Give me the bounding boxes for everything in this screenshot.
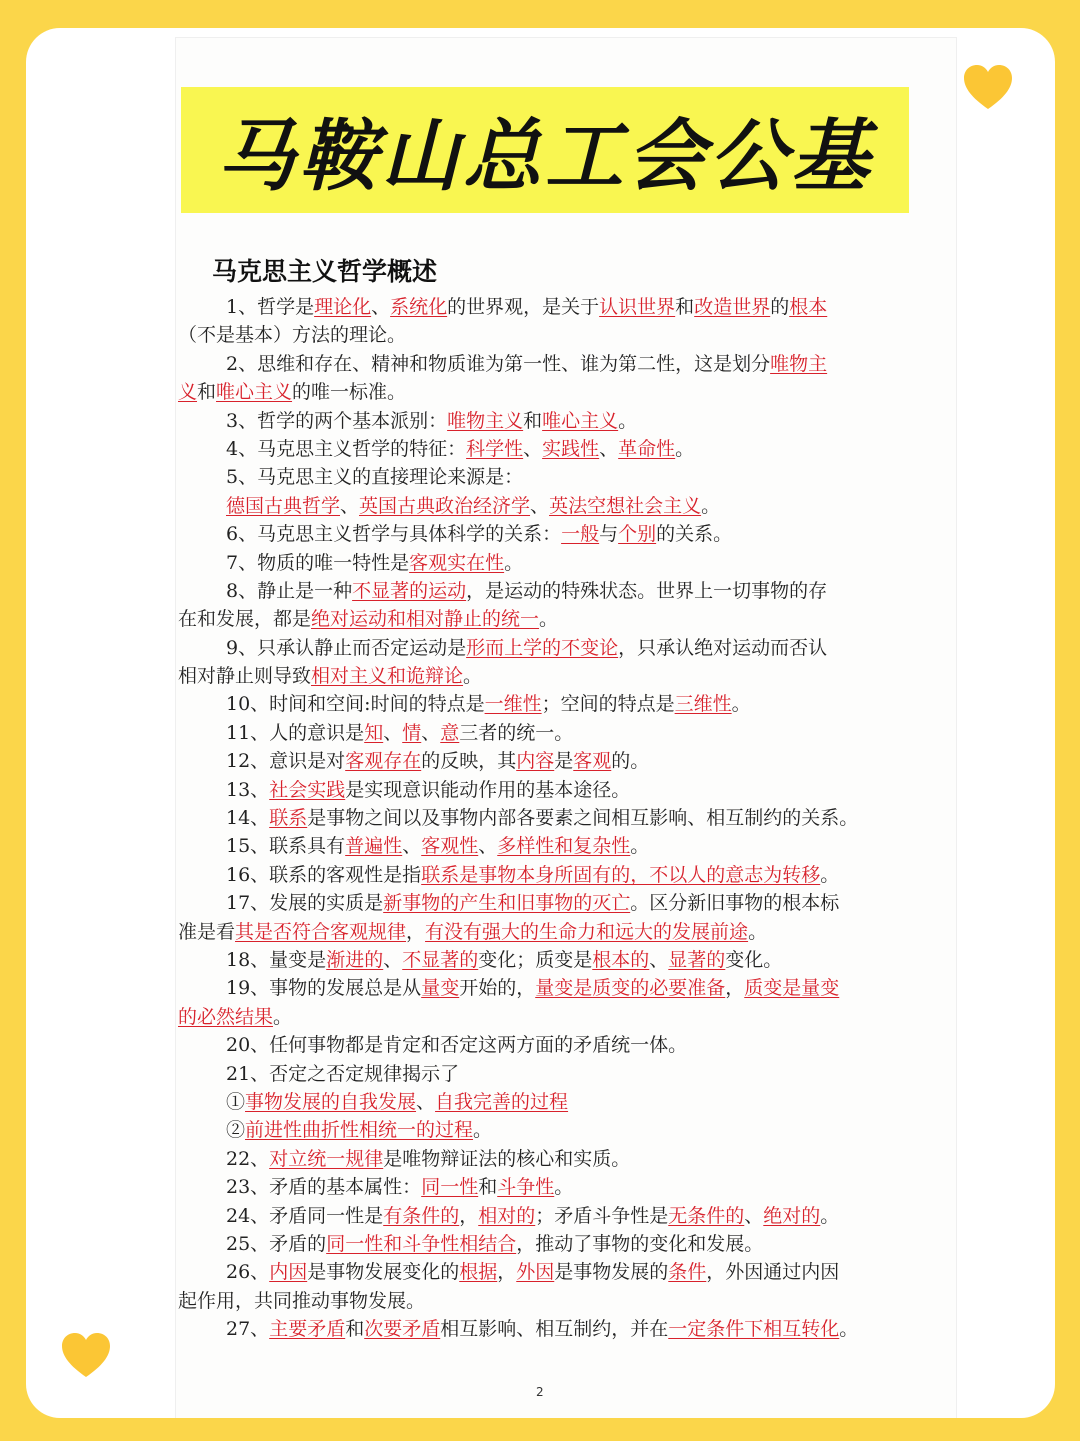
highlighted-term: 相对的 xyxy=(478,1204,536,1227)
body-text: 4、马克思主义哲学的特征： xyxy=(226,437,467,460)
highlighted-term: 客观存在 xyxy=(345,750,422,773)
body-text: 。 xyxy=(554,1176,574,1199)
highlighted-term: 德国古典哲学 xyxy=(226,494,341,517)
title-banner xyxy=(181,87,909,213)
body-text: 是事物之间以及事物内部各要素之间相互影响、相互制约的关系。 xyxy=(307,807,859,830)
body-text: 、 xyxy=(340,494,360,517)
body-text: 21、否定之否定规律揭示了 xyxy=(226,1062,460,1085)
body-text: 15、联系具有 xyxy=(226,835,346,858)
text-line xyxy=(178,520,910,548)
text-line xyxy=(178,747,910,775)
text-line xyxy=(178,1173,910,1201)
highlighted-term: 普遍性 xyxy=(345,835,403,858)
body-text: 、 xyxy=(744,1204,764,1227)
highlighted-term: 一维性 xyxy=(484,693,542,716)
highlighted-term: 根本 xyxy=(789,296,828,318)
highlighted-term: 次要矛盾 xyxy=(364,1318,441,1341)
body-text: 7、物质的唯一特性是 xyxy=(226,551,410,574)
text-line xyxy=(178,832,910,860)
body-text: （不是基本）方法的理论。 xyxy=(178,324,407,347)
body-text: 的。 xyxy=(611,750,650,773)
body-text: 的反映，其 xyxy=(421,750,517,773)
highlighted-term: 绝对运动和相对静止的统一 xyxy=(311,608,540,631)
highlighted-term: 渐进的 xyxy=(326,948,384,971)
highlighted-term: 质变是量变 xyxy=(744,977,840,1000)
body-text: ② xyxy=(226,1119,246,1142)
body-text: 。 xyxy=(731,693,751,716)
body-text: 14、 xyxy=(226,807,270,830)
body-text: 。 xyxy=(504,551,524,574)
body-text: 在和发展，都是 xyxy=(178,608,312,631)
body-text: ① xyxy=(226,1090,246,1113)
text-line xyxy=(178,321,910,349)
body-text: 是唯物辩证法的核心和实质。 xyxy=(383,1147,631,1170)
body-text: 24、矛盾同一性是 xyxy=(226,1204,384,1227)
highlighted-term: 联系 xyxy=(269,807,308,830)
body-text: 。 xyxy=(820,1204,840,1227)
body-text: 23、矛盾的基本属性： xyxy=(226,1176,422,1199)
text-line xyxy=(178,1088,910,1116)
body-text: 变化；质变是 xyxy=(478,948,593,971)
heart-icon xyxy=(60,1330,112,1382)
highlighted-term: 知 xyxy=(364,721,384,744)
highlighted-term: 义 xyxy=(178,381,198,404)
text-line xyxy=(178,492,910,520)
highlighted-term: 不显著的运动 xyxy=(352,579,467,602)
body-text: ， xyxy=(459,1204,479,1227)
text-line xyxy=(178,378,910,406)
page-number: 2 xyxy=(536,1385,544,1399)
highlighted-term: 客观性 xyxy=(421,835,479,858)
body-text: 。 xyxy=(630,835,650,858)
body-text: 相对静止则导致 xyxy=(178,665,312,688)
body-text: 相互影响、相互制约，并在 xyxy=(440,1318,669,1341)
text-line xyxy=(178,463,910,491)
body-text: 。 xyxy=(463,665,483,688)
body-text: 10、时间和空间:时间的特点是 xyxy=(226,693,485,716)
highlighted-term: 内容 xyxy=(516,750,555,773)
highlighted-term: 不显著的 xyxy=(402,948,479,971)
section-title: 马克思主义哲学概述 xyxy=(212,257,438,286)
text-line xyxy=(178,577,910,605)
highlighted-term: 唯心主义 xyxy=(216,381,293,404)
body-text: 的 xyxy=(770,296,790,318)
highlighted-term: 唯物主义 xyxy=(447,409,524,432)
highlighted-term: 唯物主 xyxy=(770,352,828,375)
body-text: 与 xyxy=(599,523,619,546)
body-text: 。 xyxy=(701,494,721,517)
body-text: 和 xyxy=(478,1176,498,1199)
text-line xyxy=(178,861,910,889)
text-line xyxy=(178,1116,910,1144)
text-line xyxy=(178,1230,910,1258)
body-text: 20、任何事物都是肯定和否定这两方面的矛盾统一体。 xyxy=(226,1034,688,1057)
body-text: ， xyxy=(497,1261,517,1284)
body-text: 9、只承认静止而否定运动是 xyxy=(226,636,467,659)
highlighted-term: 同一性和斗争性相结合 xyxy=(326,1232,517,1255)
text-line xyxy=(178,1060,910,1088)
text-line xyxy=(178,350,910,378)
text-line xyxy=(178,974,910,1002)
body-text: 12、意识是对 xyxy=(226,750,346,773)
document-body xyxy=(178,293,910,1343)
highlighted-term: 无条件的 xyxy=(668,1204,745,1227)
text-line xyxy=(178,804,910,832)
body-text: 准是看 xyxy=(178,920,236,943)
body-text: 25、矛盾的 xyxy=(226,1232,327,1255)
body-text: 的世界观，是关于 xyxy=(447,296,600,318)
body-text: 、 xyxy=(478,835,498,858)
text-line xyxy=(178,1031,910,1059)
highlighted-term: 新事物的产生和旧事物的灭亡 xyxy=(383,892,631,915)
highlighted-term: 自我完善的过程 xyxy=(435,1090,569,1113)
highlighted-term: 根本的 xyxy=(592,948,650,971)
body-text: 18、量变是 xyxy=(226,948,327,971)
body-text: 3、哲学的两个基本派别： xyxy=(226,409,448,432)
highlighted-term: 斗争性 xyxy=(497,1176,555,1199)
body-text: 、 xyxy=(649,948,669,971)
text-line xyxy=(178,719,910,747)
body-text: 1、哲学是 xyxy=(226,296,315,318)
text-line xyxy=(178,690,910,718)
highlighted-term: 内因 xyxy=(269,1261,308,1284)
highlighted-term: 革命性 xyxy=(618,437,676,460)
body-text: 、 xyxy=(371,296,391,318)
body-text: 13、 xyxy=(226,778,270,801)
body-text: 起作用，共同推动事物发展。 xyxy=(178,1289,426,1312)
body-text: ，外因通过内因 xyxy=(706,1261,840,1284)
body-text: 和 xyxy=(675,296,695,318)
highlighted-term: 情 xyxy=(402,721,422,744)
text-line xyxy=(178,293,910,321)
body-text: 。 xyxy=(273,1005,293,1028)
highlighted-term: 有没有强大的生命力和远大的发展前途 xyxy=(425,920,749,943)
body-text: 和 xyxy=(345,1318,365,1341)
body-text: ，只承认绝对运动而否认 xyxy=(618,636,828,659)
text-line xyxy=(178,435,910,463)
body-text: 是 xyxy=(554,750,574,773)
body-text: 11、人的意识是 xyxy=(226,721,365,744)
highlighted-term: 外因 xyxy=(516,1261,555,1284)
text-line xyxy=(178,549,910,577)
body-text: 变化。 xyxy=(725,948,783,971)
highlighted-term: 社会实践 xyxy=(269,778,346,801)
text-line xyxy=(178,946,910,974)
highlighted-term: 事物发展的自我发展 xyxy=(245,1090,417,1113)
body-text: 8、静止是一种 xyxy=(226,579,353,602)
highlighted-term: 联系是事物本身所固有的，不以人的意志为转移 xyxy=(421,863,821,886)
page-title: 马鞍山总工会公基 xyxy=(216,112,873,202)
highlighted-term: 量变 xyxy=(421,977,460,1000)
highlighted-term: 英法空想社会主义 xyxy=(549,494,702,517)
body-text: 和 xyxy=(523,409,543,432)
body-text: 、 xyxy=(402,835,422,858)
body-text: 26、 xyxy=(226,1261,270,1284)
body-text: 。 xyxy=(473,1119,493,1142)
body-text: 是事物发展的 xyxy=(554,1261,669,1284)
highlighted-term: 客观实在性 xyxy=(409,551,505,574)
body-text: 的唯一标准。 xyxy=(292,381,407,404)
body-text: 17、发展的实质是 xyxy=(226,892,384,915)
body-text: 、 xyxy=(530,494,550,517)
body-text: 2、思维和存在、精神和物质谁为第一性、谁为第二性，这是划分 xyxy=(226,352,771,375)
text-line xyxy=(178,918,910,946)
highlighted-term: 前进性曲折性相统一的过程 xyxy=(245,1119,474,1142)
body-text: ， xyxy=(725,977,745,1000)
text-line xyxy=(178,1258,910,1286)
highlighted-term: 条件 xyxy=(668,1261,707,1284)
text-line xyxy=(178,634,910,662)
body-text: 。 xyxy=(618,409,638,432)
body-text: 是实现意识能动作用的基本途径。 xyxy=(345,778,631,801)
highlighted-term: 三维性 xyxy=(674,693,732,716)
highlighted-term: 主要矛盾 xyxy=(269,1318,346,1341)
highlighted-term: 客观 xyxy=(573,750,612,773)
body-text: 。 xyxy=(748,920,768,943)
highlighted-term: 理论化 xyxy=(314,296,372,318)
text-line xyxy=(178,1003,910,1031)
highlighted-term: 绝对的 xyxy=(763,1204,821,1227)
body-text: 。 xyxy=(675,437,695,460)
body-text: 、 xyxy=(599,437,619,460)
highlighted-term: 英国古典政治经济学 xyxy=(359,494,531,517)
highlighted-term: 同一性 xyxy=(421,1176,479,1199)
highlighted-term: 个别 xyxy=(618,523,657,546)
body-text: 、 xyxy=(523,437,543,460)
text-line xyxy=(178,1287,910,1315)
body-text: ，推动了事物的变化和发展。 xyxy=(516,1232,764,1255)
body-text: 5、马克思主义的直接理论来源是： xyxy=(226,466,524,489)
body-text: 的关系。 xyxy=(656,523,733,546)
body-text: 、 xyxy=(416,1090,436,1113)
body-text: 16、联系的客观性是指 xyxy=(226,863,422,886)
heart-icon xyxy=(962,62,1014,114)
highlighted-term: 显著的 xyxy=(668,948,726,971)
body-text: 是事物发展变化的 xyxy=(307,1261,460,1284)
text-line xyxy=(178,1202,910,1230)
highlighted-term: 量变是质变的必要准备 xyxy=(535,977,726,1000)
highlighted-term: 相对主义和诡辩论 xyxy=(311,665,464,688)
highlighted-term: 系统化 xyxy=(390,296,448,318)
body-text: ，是运动的特殊状态。世界上一切事物的存 xyxy=(466,579,828,602)
highlighted-term: 有条件的 xyxy=(383,1204,460,1227)
body-text: 、 xyxy=(383,721,403,744)
highlighted-term: 根据 xyxy=(459,1261,498,1284)
body-text: ， xyxy=(406,920,426,943)
highlighted-term: 实践性 xyxy=(542,437,600,460)
text-line xyxy=(178,407,910,435)
body-text: ；空间的特点是 xyxy=(541,693,675,716)
text-line xyxy=(178,1315,910,1343)
body-text: 6、马克思主义哲学与具体科学的关系： xyxy=(226,523,562,546)
text-line xyxy=(178,1145,910,1173)
body-text: 。 xyxy=(820,863,840,886)
body-text: 、 xyxy=(421,721,441,744)
body-text: ；矛盾斗争性是 xyxy=(535,1204,669,1227)
highlighted-term: 一般 xyxy=(561,523,600,546)
text-line xyxy=(178,605,910,633)
highlighted-term: 一定条件下相互转化 xyxy=(668,1318,840,1341)
body-text: 。 xyxy=(839,1318,859,1341)
highlighted-term: 唯心主义 xyxy=(542,409,619,432)
body-text: 开始的， xyxy=(459,977,536,1000)
body-text: 、 xyxy=(383,948,403,971)
body-text: 三者的统一。 xyxy=(459,721,574,744)
body-text: 。 xyxy=(539,608,559,631)
highlighted-term: 形而上学的不变论 xyxy=(466,636,619,659)
body-text: 27、 xyxy=(226,1318,270,1341)
highlighted-term: 的必然结果 xyxy=(178,1005,274,1028)
highlighted-term: 科学性 xyxy=(466,437,524,460)
body-text: 。区分新旧事物的根本标 xyxy=(630,892,840,915)
body-text: 19、事物的发展总是从 xyxy=(226,977,422,1000)
body-text: 和 xyxy=(197,381,217,404)
highlighted-term: 意 xyxy=(440,721,460,744)
highlighted-term: 对立统一规律 xyxy=(269,1147,384,1170)
text-line xyxy=(178,662,910,690)
highlighted-term: 认识世界 xyxy=(599,296,676,318)
highlighted-term: 多样性和复杂性 xyxy=(497,835,631,858)
highlighted-term: 改造世界 xyxy=(694,296,771,318)
text-line xyxy=(178,889,910,917)
highlighted-term: 其是否符合客观规律 xyxy=(235,920,407,943)
text-line xyxy=(178,776,910,804)
body-text: 22、 xyxy=(226,1147,270,1170)
